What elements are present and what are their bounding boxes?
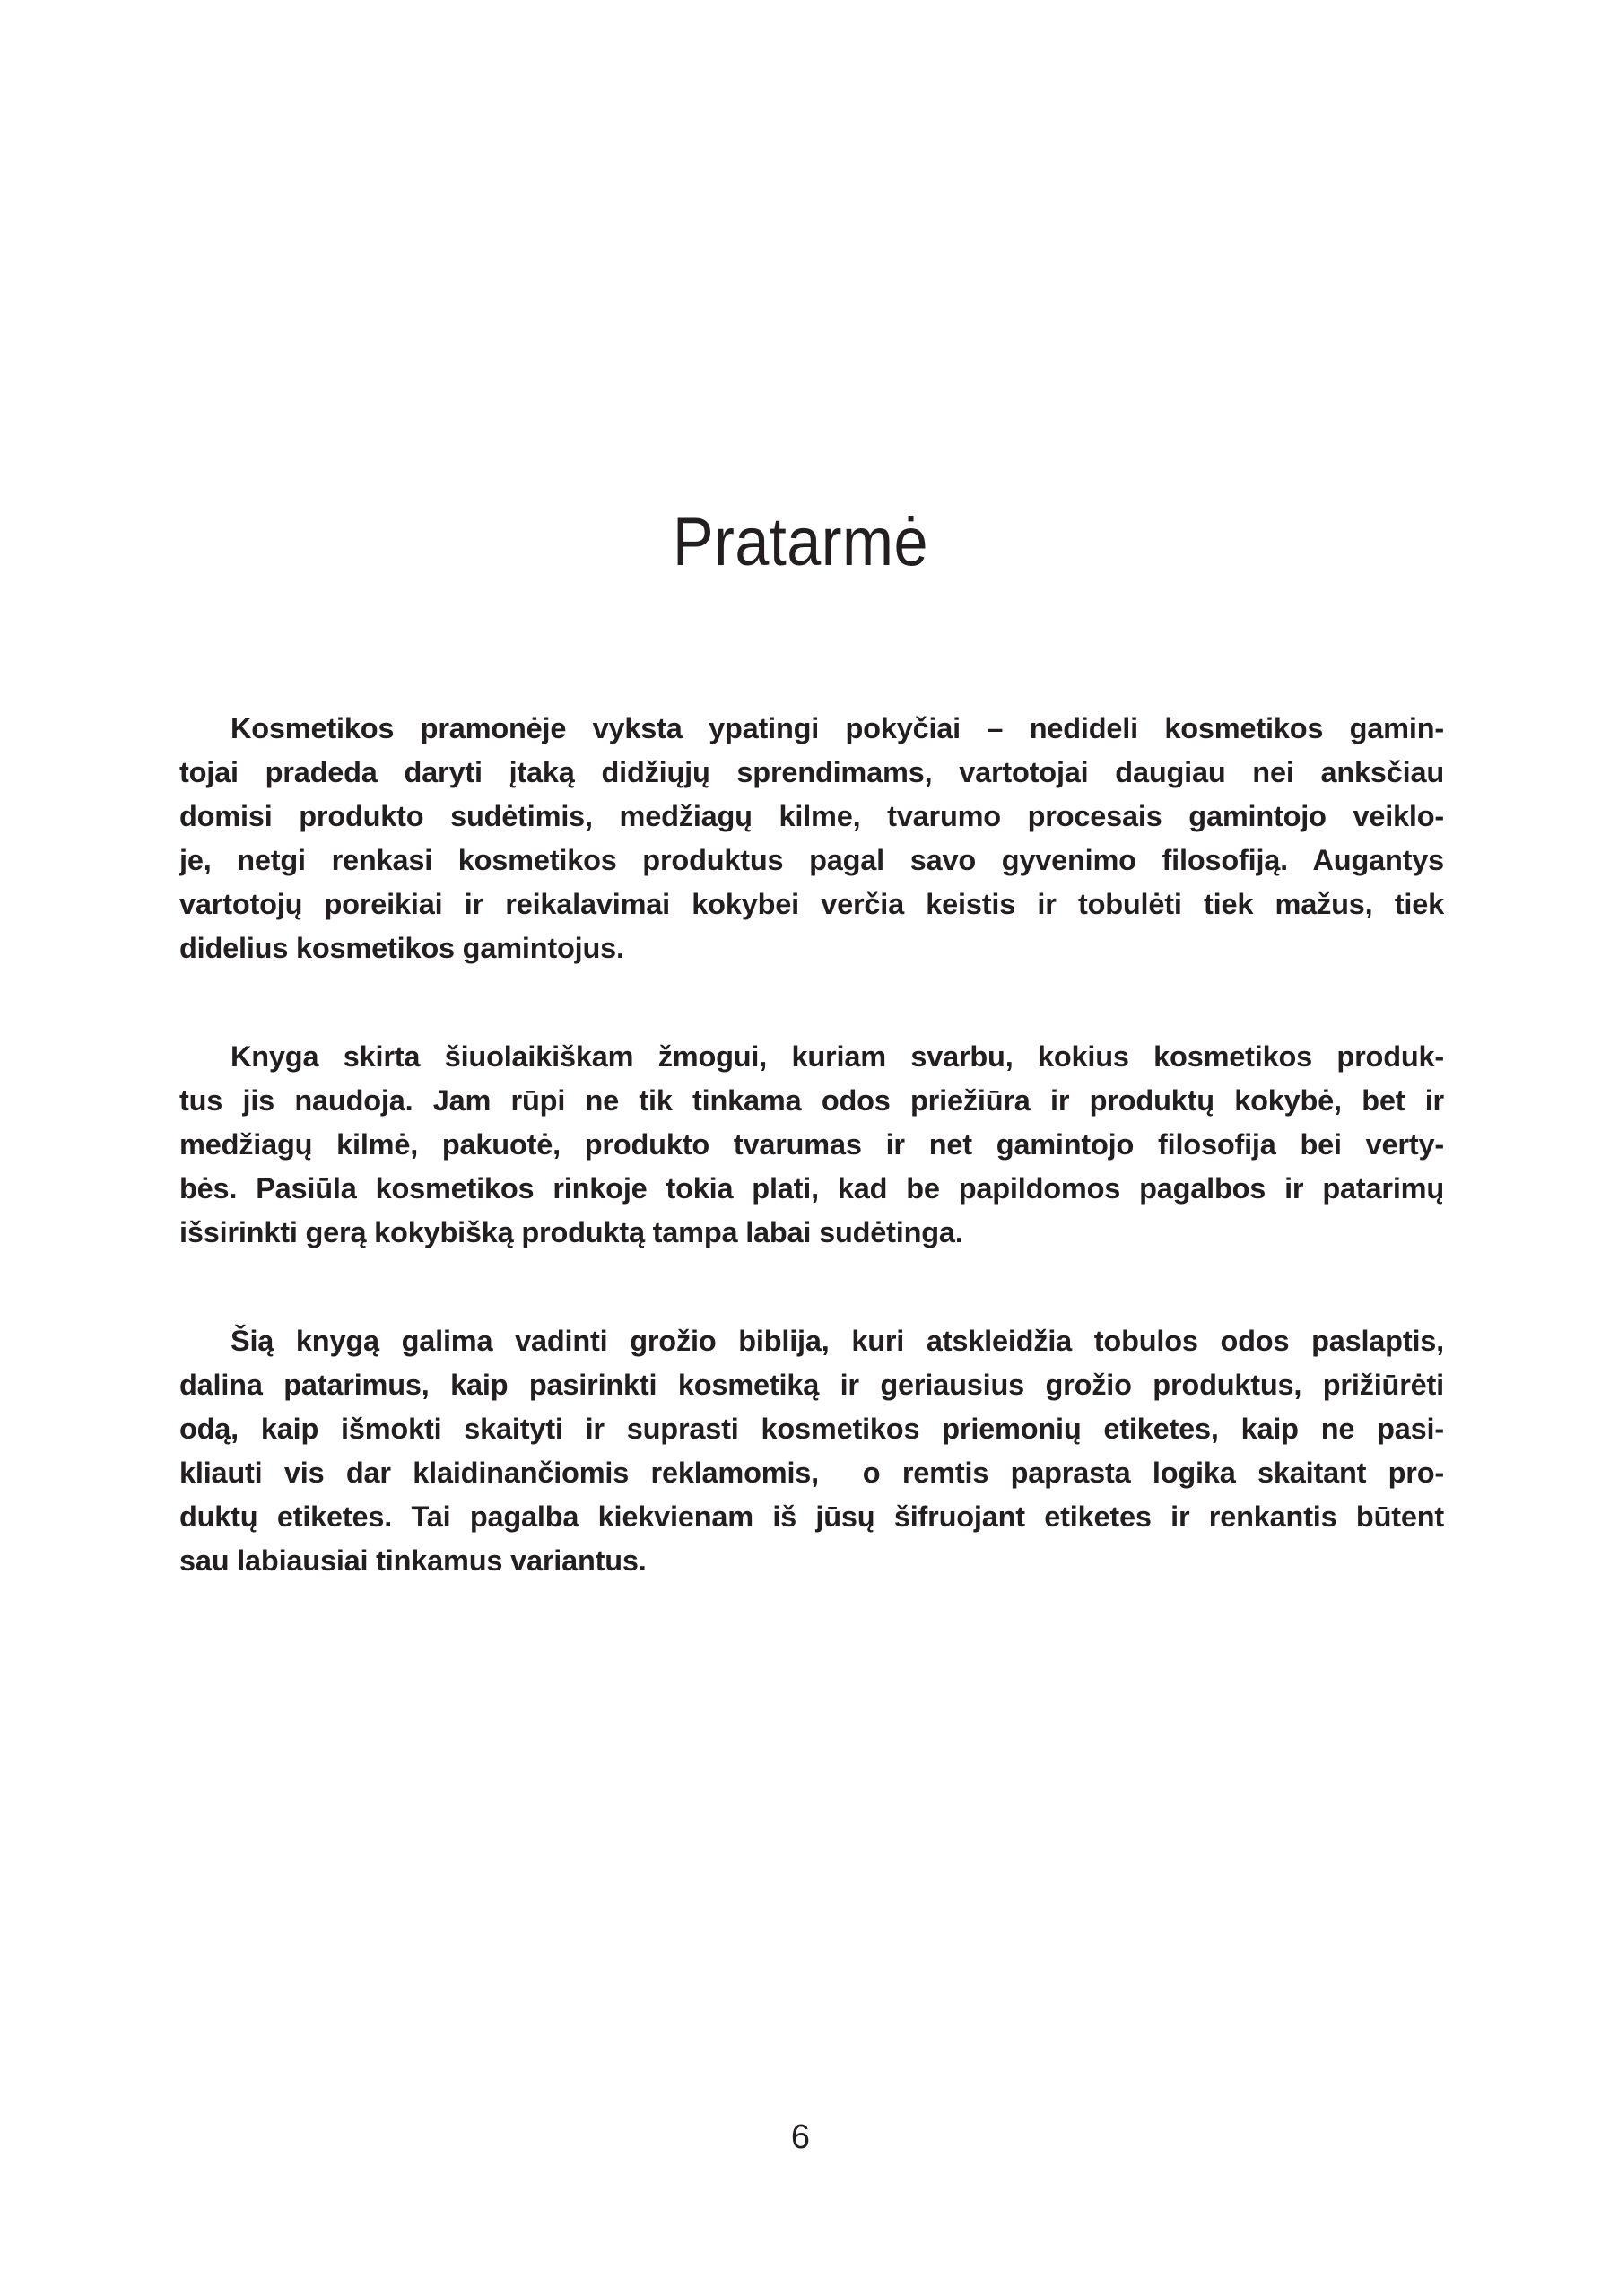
- text-line: duktų etiketes. Tai pagalba kiekvienam iš jūsų šifruojant etiketes ir renkantis būtent: [179, 1500, 1444, 1533]
- text-line: dalina patarimus, kaip pasirinkti kosmetiką ir geriausius grožio produktus, prižiūrėti: [179, 1369, 1444, 1401]
- text-line: domisi produkto sudėtimis, medžiagų kilme, tvarumo procesais gamintojo veiklo-: [179, 800, 1444, 832]
- text-line: tus jis naudoja. Jam rūpi ne tik tinkama odos priežiūra ir produktų kokybė, bet ir: [179, 1084, 1444, 1117]
- paragraph: [179, 1319, 1444, 1583]
- text-line: Kosmetikos pramonėje vyksta ypatingi pokyčiai – nedideli kosmetikos gamin-: [231, 712, 1444, 744]
- text-line: kliauti vis dar klaidinančiomis reklamomis, o remtis paprasta logika skaitant pro-: [179, 1457, 1444, 1489]
- text-line: medžiagų kilmė, pakuotė, produkto tvarumas ir net gamintojo filosofija bei verty-: [179, 1128, 1444, 1161]
- page-title: Pratarmė: [673, 503, 928, 580]
- body-text: [179, 707, 1444, 1583]
- text-line: sau labiausiai tinkamus variantus.: [179, 1544, 647, 1577]
- text-line: tojai pradeda daryti įtaką didžiųjų sprendimams, vartotojai daugiau nei anksčiau: [179, 756, 1444, 788]
- page-number: 6: [790, 2118, 811, 2156]
- text-line: je, netgi renkasi kosmetikos produktus pagal savo gyvenimo filosofiją. Augantys: [179, 844, 1444, 876]
- paragraph: [179, 707, 1444, 970]
- text-line: bės. Pasiūla kosmetikos rinkoje tokia plati, kad be papildomos pagalbos ir patarimų: [179, 1172, 1444, 1205]
- text-line: odą, kaip išmokti skaityti ir suprasti kosmetikos priemonių etiketes, kaip ne pasi-: [179, 1413, 1444, 1445]
- text-line: išsirinkti gerą kokybišką produktą tampa labai sudėtinga.: [179, 1216, 963, 1248]
- text-line: Šią knygą galima vadinti grožio biblija, kuri atskleidžia tobulos odos paslaptis,: [231, 1325, 1444, 1357]
- paragraph: [179, 1035, 1444, 1255]
- text-line: vartotojų poreikiai ir reikalavimai kokybei verčia keistis ir tobulėti tiek mažus, tiek: [179, 888, 1444, 920]
- text-line: didelius kosmetikos gamintojus.: [179, 932, 624, 964]
- text-line: Knyga skirta šiuolaikiškam žmogui, kuriam svarbu, kokius kosmetikos produk-: [231, 1040, 1444, 1073]
